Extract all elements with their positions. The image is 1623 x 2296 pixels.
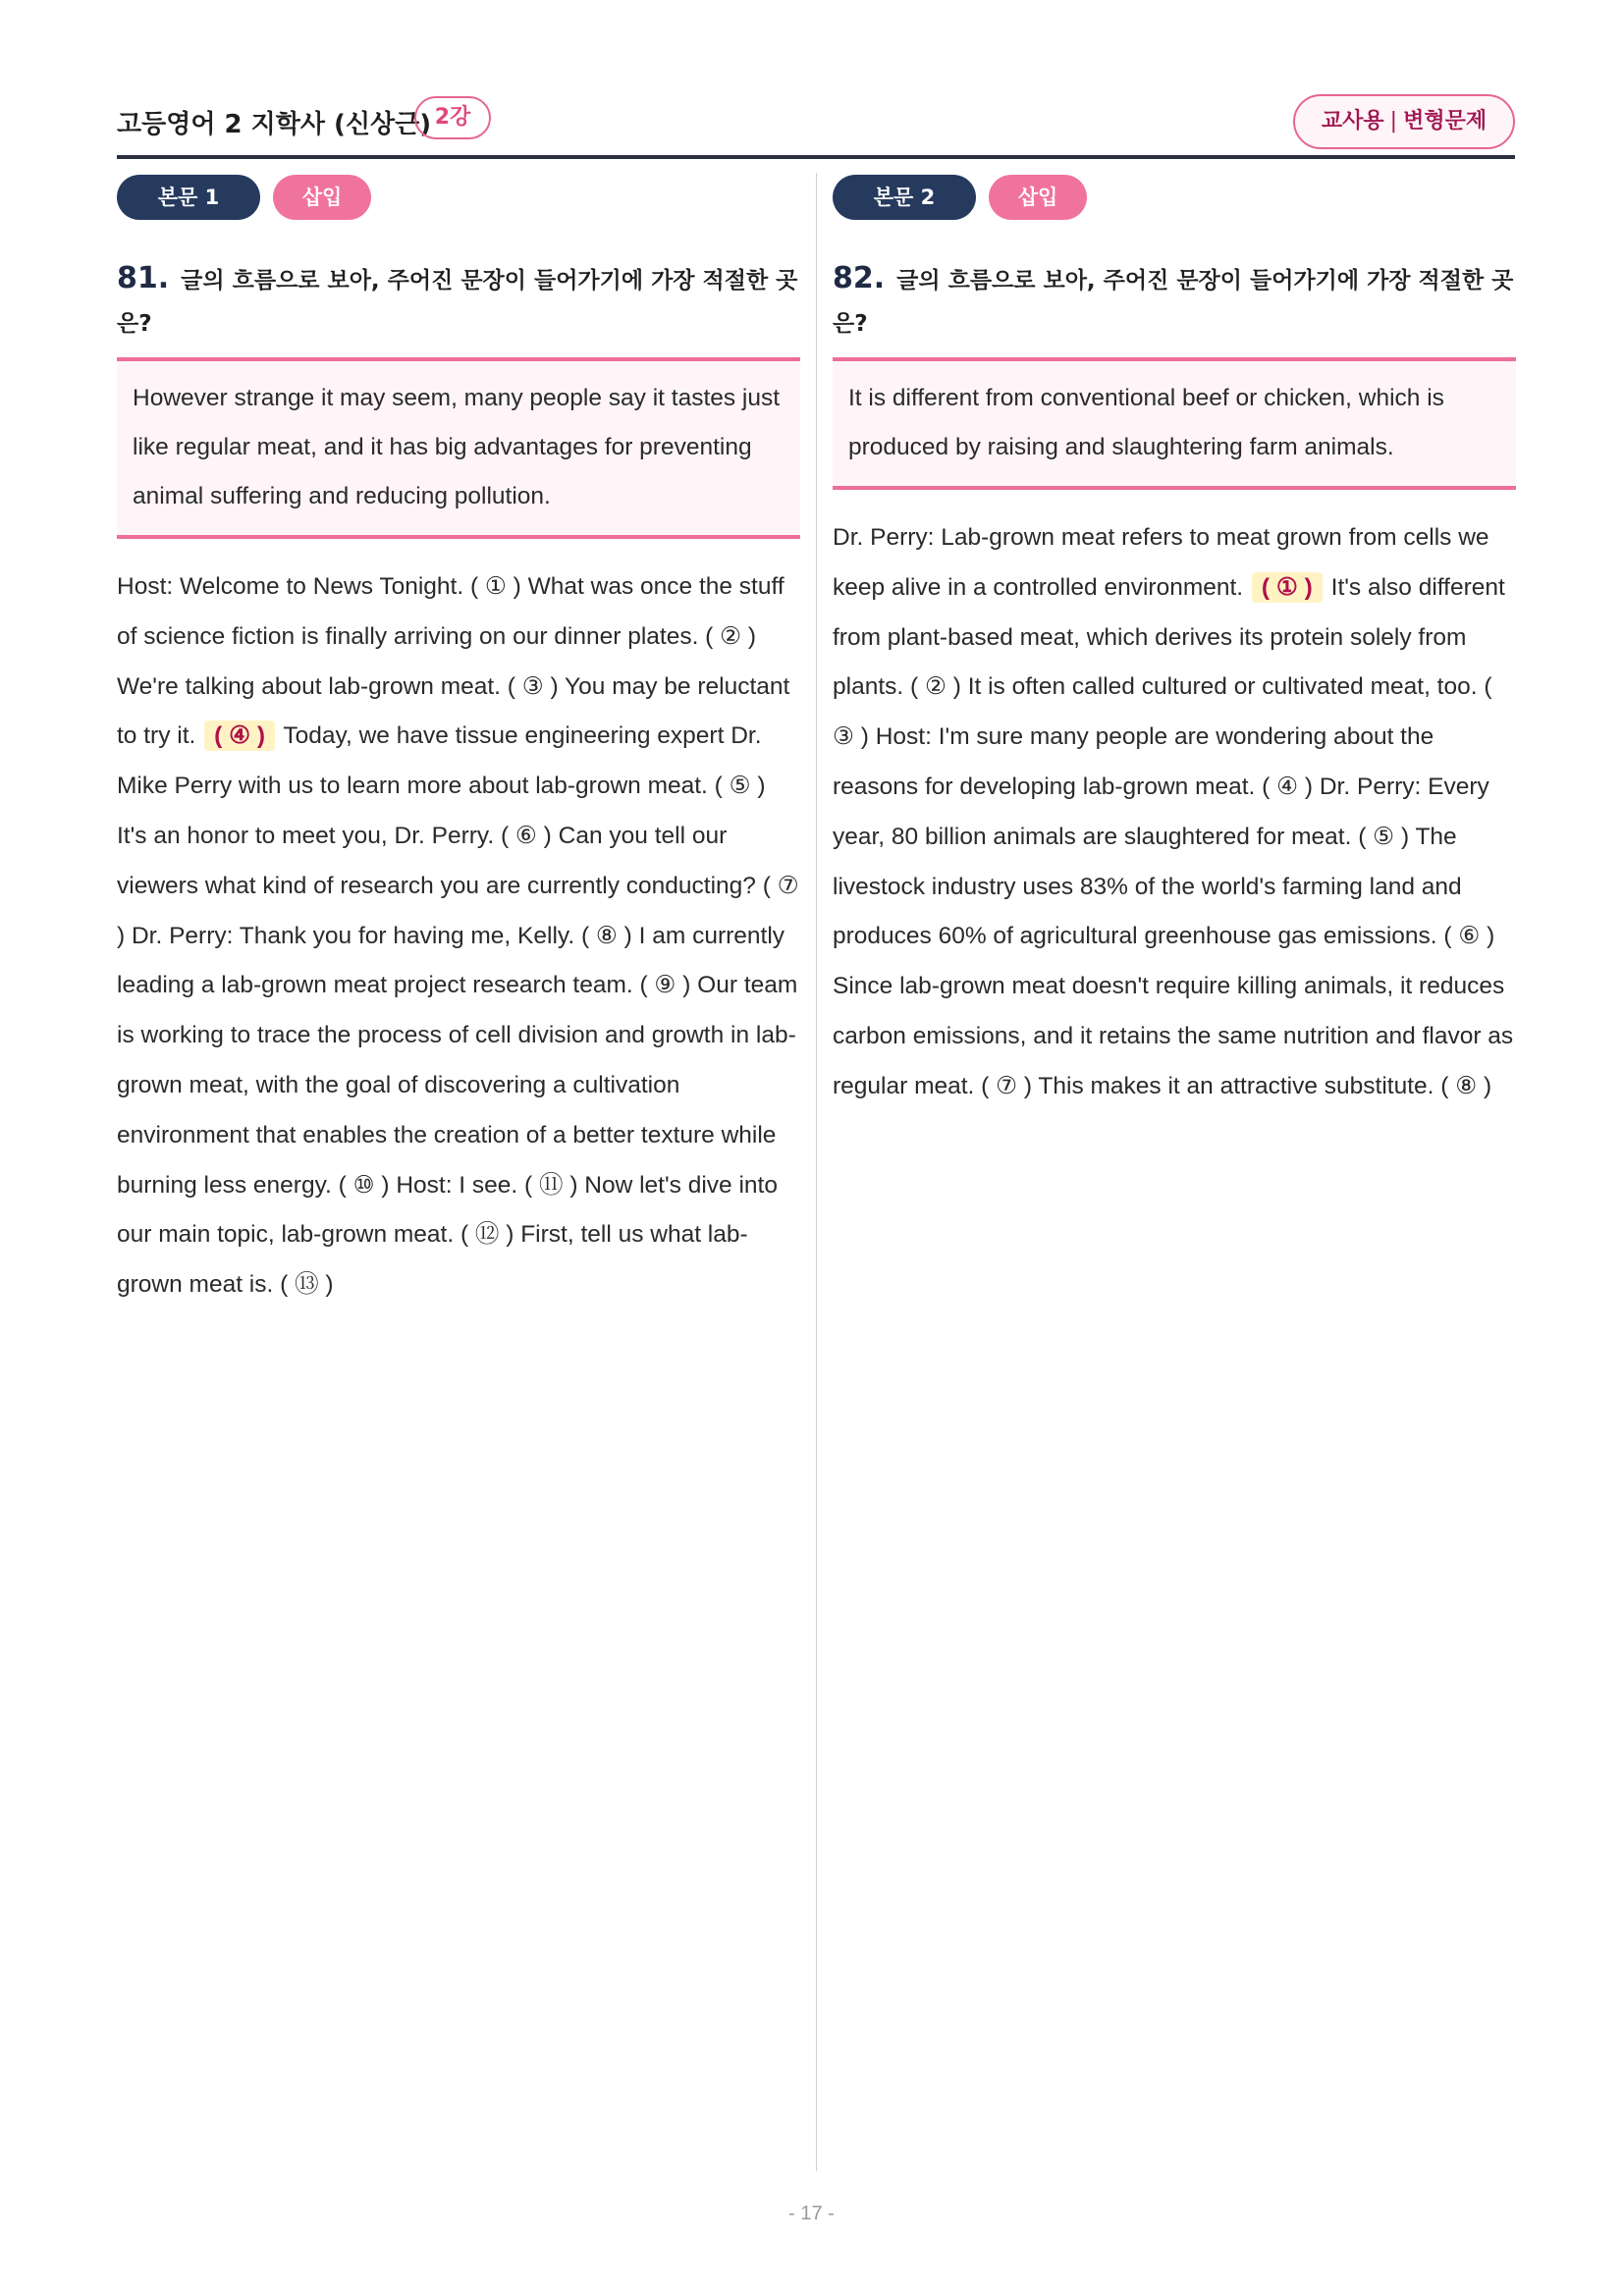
question-column-1 [117, 175, 800, 1310]
question-number: 82. [833, 261, 886, 295]
lesson-badge: 2강 [414, 96, 491, 139]
given-sentence-box [833, 357, 1516, 490]
question-tags [117, 175, 800, 222]
question-prompt [833, 257, 1516, 346]
page-number: - 17 - [788, 2203, 835, 2224]
passage [833, 513, 1516, 1112]
passage-text-after: Today, we have tissue engineering expert Dr. Mike Perry with us to learn more about lab-grown meat. ( ⑤ ) It's an honor to meet you, Dr. Perry. ( ⑥ ) Can you tell our viewers what kind of research you are currently conducting? ( ⑦ ) Dr. Perry: Thank you for having me, Kelly. ( ⑧ ) I am currently leading a lab-grown meat project research team. ( ⑨ ) Our team is working to trace the process of cell division and growth in lab-grown meat, with the goal of discovering a cultivation environment that enables the creation of a better texture while burning less energy. ( ⑩ ) Host: I see. ( ⑪ ) Now let's dive into our main topic, lab-grown meat. ( ⑫ ) First, tell us what lab-grown meat is. ( ⑬ ) [117, 722, 799, 1299]
question-tags [833, 175, 1516, 222]
edition-label: 교사용 [1321, 109, 1384, 133]
question-type-tag: 삽입 [989, 175, 1087, 220]
column-divider [816, 173, 817, 2171]
passage-text-before: Host: Welcome to News Tonight. ( ① ) What was once the stuff of science fiction is finally arriving on our dinner plates. ( ② ) We're talking about lab-grown meat. ( ③ ) You may be reluctant to try it. [117, 573, 790, 750]
given-sentence: However strange it may seem, many people say it tastes just like regular meat, and it has big advantages for preventing animal suffering and reducing pollution. [133, 385, 781, 509]
given-sentence-box [117, 357, 800, 539]
question-number: 81. [117, 261, 170, 295]
question-column-2 [833, 175, 1516, 1112]
question-text: 글의 흐름으로 보아, 주어진 문장이 들어가기에 가장 적절한 곳은? [833, 268, 1514, 337]
question-type-label: 변형문제 [1403, 109, 1488, 133]
answer-marker: ( ④ ) [204, 721, 275, 751]
page-header [117, 94, 1515, 159]
book-title: 고등영어 2 지학사 (신상근) [117, 110, 432, 139]
passage-text-after: It's also different from plant-based meat, which derives its protein solely from plants. ( ② ) It is often called cultured or cultivated meat, too. ( ③ ) Host: I'm sure many people are wondering about the reasons for developing lab-grown meat. ( ④ ) Dr. Perry: Every year, 80 billion animals are slaughtered for meat. ( ⑤ ) The livestock industry uses 83% of the world's farming land and produces 60% of agricultural greenhouse gas emissions. ( ⑥ ) Since lab-grown meat doesn't require killing animals, it reduces carbon emissions, and it retains the same nutrition and flavor as regular meat. ( ⑦ ) This makes it an attractive substitute. ( ⑧ ) [833, 573, 1514, 1099]
question-type-tag: 삽입 [273, 175, 371, 220]
passage-text-before: Dr. Perry: Lab-grown meat refers to meat grown from cells we keep alive in a controlled environment. [833, 524, 1489, 601]
question-prompt [117, 257, 800, 346]
edition-badge [1293, 94, 1515, 149]
section-tag: 본문 2 [833, 175, 976, 220]
answer-marker: ( ① ) [1252, 572, 1323, 603]
given-sentence: It is different from conventional beef or chicken, which is produced by raising and slaughtering farm animals. [848, 385, 1444, 460]
passage [117, 562, 800, 1310]
section-tag: 본문 1 [117, 175, 260, 220]
header-divider [117, 155, 1515, 159]
edition-separator: | [1389, 109, 1398, 133]
question-text: 글의 흐름으로 보아, 주어진 문장이 들어가기에 가장 적절한 곳은? [117, 268, 798, 337]
